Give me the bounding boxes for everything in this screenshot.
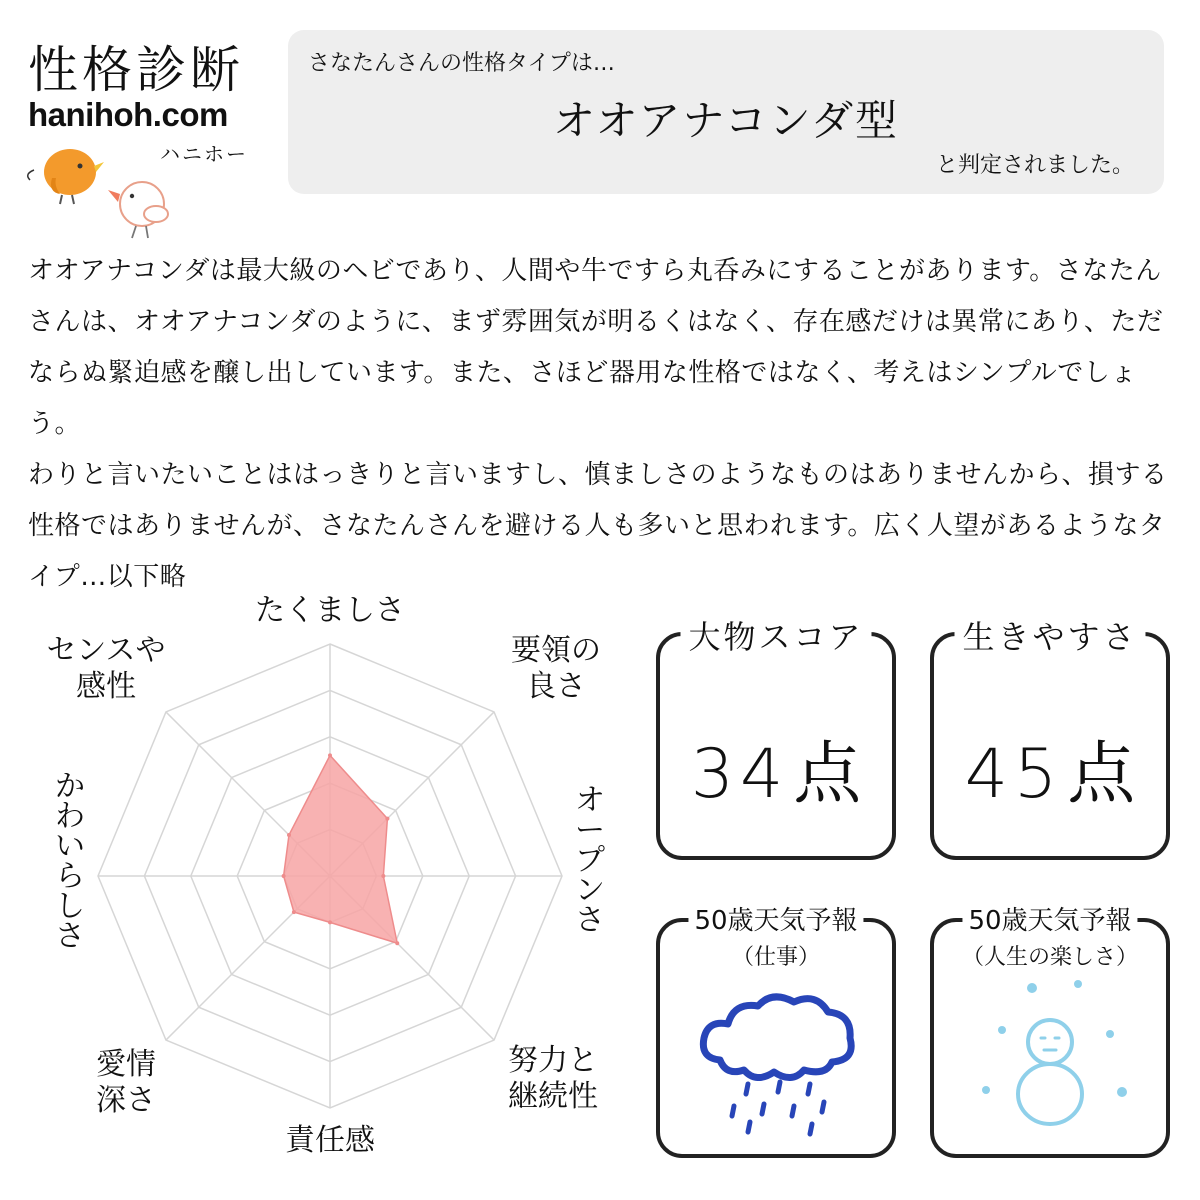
radar-data-point <box>385 817 389 821</box>
score-number: 34 <box>690 735 790 814</box>
radar-axis-label <box>285 1123 375 1158</box>
radar-axis-label-line: たくましさ <box>255 593 405 628</box>
radar-axis-label-line: 良さ <box>526 669 586 704</box>
forecast-card-life <box>930 906 1170 1158</box>
radar-axis-label <box>55 769 85 954</box>
radar-data-point <box>287 833 291 837</box>
radar-data-point <box>282 874 286 878</box>
description-paragraph: オオアナコンダは最大級のヘビであり、人間や牛ですら丸呑みにすることがあります。さなたんさんは、オオアナコンダのように、まず雰囲気が明るくはなく、存在感だけは異常にあり、ただならぬ緊迫感を醸し出しています。また、さほど器用な性格ではなく、考えはシンプルでしょう。 <box>28 256 1164 439</box>
score-value <box>934 720 1166 817</box>
radar-axis-label-line: センスや <box>46 633 166 668</box>
score-label: 生きやすさ <box>954 612 1145 658</box>
personality-type: オオアナコンダ型 <box>552 96 900 145</box>
result-intro: さなたんさんの性格タイプは… <box>308 51 615 76</box>
radar-axis-label-line: い <box>55 829 85 864</box>
score-card-omono <box>656 618 896 860</box>
logo-subtitle: ハニホー <box>160 142 248 166</box>
description <box>28 246 1173 603</box>
radar-axis-label <box>508 1043 598 1114</box>
radar-axis-label-line: 責任感 <box>285 1123 375 1158</box>
radar-axis-label-line: わ <box>55 799 85 834</box>
radar-axis-label-line: し <box>55 889 85 924</box>
radar-axis-label-line: オ <box>575 783 605 818</box>
radar-data-area <box>284 755 398 943</box>
radar-axis-label-line: プ <box>575 843 605 878</box>
score-unit: 点 <box>793 735 862 814</box>
chick-mascot-icon <box>20 140 180 240</box>
radar-axis-label-line: 努力と <box>508 1043 598 1078</box>
radar-axis-label <box>96 1047 156 1118</box>
rain-cloud-icon <box>676 972 876 1142</box>
radar-axis-label-line: ン <box>575 873 605 908</box>
score-label: 大物スコア <box>680 612 871 658</box>
logo-domain[interactable]: hanihoh.com <box>28 96 228 133</box>
radar-axis-label-line: さ <box>55 919 85 954</box>
score-number: 45 <box>964 735 1064 814</box>
radar-axis-label <box>46 633 165 704</box>
snowman-icon <box>950 972 1150 1142</box>
radar-axis-label-line: さ <box>575 903 605 938</box>
forecast-card-work <box>656 906 896 1158</box>
score-value <box>660 720 892 817</box>
radar-axis-label-line: 愛情 <box>96 1047 156 1082</box>
result-outro: と判定されました。 <box>935 153 1134 178</box>
radar-data-point <box>292 910 296 914</box>
radar-axis-label-line: 継続性 <box>508 1079 598 1114</box>
radar-chart <box>0 590 660 1170</box>
radar-axis-label <box>255 593 405 628</box>
radar-axis-label <box>575 783 605 938</box>
description-paragraph: わりと言いたいことははっきりと言いますし、慎ましさのようなものはありませんから、損する性格ではありませんが、さなたんさんを避ける人も多いと思われます。広く人望があるようなタイプ…以下略 <box>28 460 1168 592</box>
radar-axis-label-line: 深さ <box>96 1083 156 1118</box>
radar-axis-label <box>511 633 601 704</box>
result-box <box>288 30 1164 194</box>
forecast-label: 50歳天気予報 <box>962 900 1137 937</box>
forecast-sub: （仕事） <box>731 945 820 970</box>
forecast-label: 50歳天気予報 <box>688 900 863 937</box>
forecast-sub: （人生の楽しさ） <box>961 945 1138 970</box>
score-unit: 点 <box>1067 735 1136 814</box>
radar-axis-label-line: ら <box>55 859 85 894</box>
radar-axis-label-line: か <box>55 769 85 804</box>
radar-data-point <box>395 941 399 945</box>
radar-data-point <box>328 753 332 757</box>
radar-axis-label-line: 感性 <box>76 669 136 704</box>
radar-data-point <box>328 920 332 924</box>
radar-data-point <box>381 874 385 878</box>
radar-axis-label-line: ー <box>575 813 605 848</box>
logo-title: 性格診断 <box>28 41 244 99</box>
radar-axis-label-line: 要領の <box>511 633 601 668</box>
score-card-ikiyasusa <box>930 618 1170 860</box>
